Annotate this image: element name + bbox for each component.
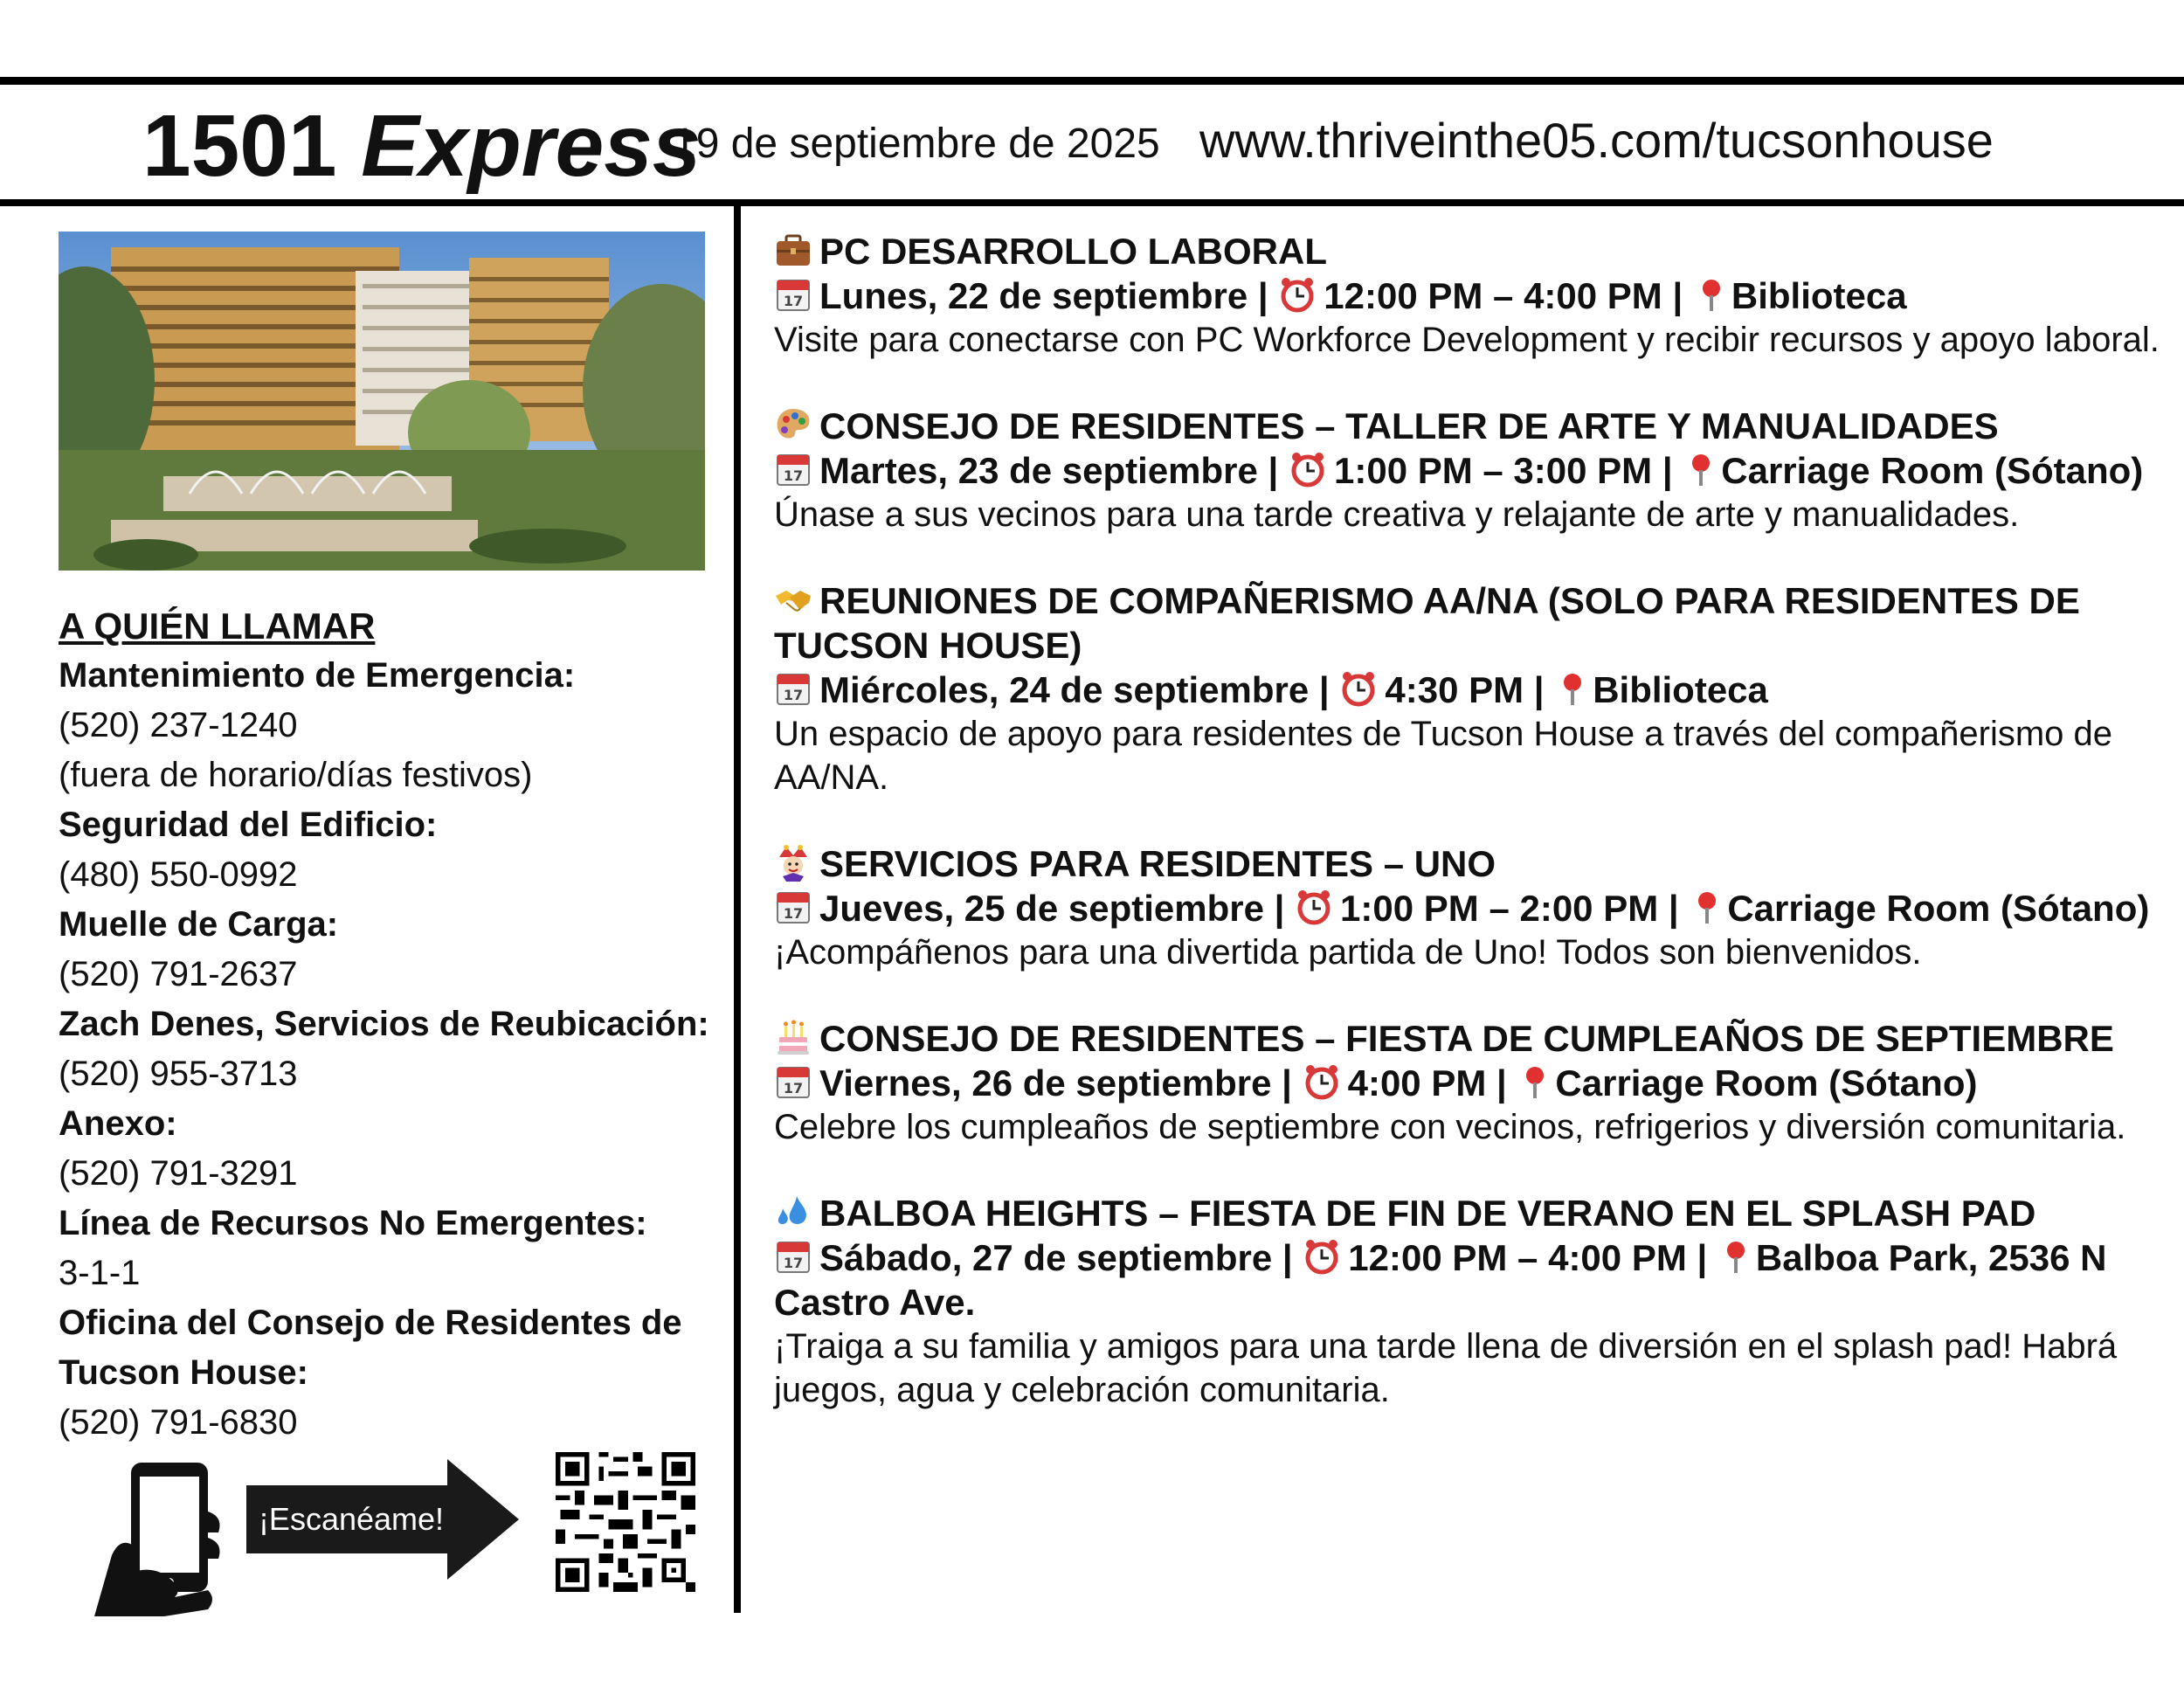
contact-phone[interactable]: (480) 550-0992 [59, 855, 298, 894]
alarm-clock-icon [1278, 275, 1317, 314]
event-time: 12:00 PM – 4:00 PM [1324, 275, 1662, 316]
website-url[interactable]: www.thriveinthe05.com/tucsonhouse [1199, 113, 1994, 168]
contact-item [59, 1000, 722, 1099]
event-time: 1:00 PM – 3:00 PM [1333, 450, 1653, 491]
contact-label: Zach Denes, Servicios de Reubicación: [59, 1005, 709, 1043]
event-time: 12:00 PM – 4:00 PM [1348, 1237, 1687, 1278]
event-meta: 17 Viernes, 26 de septiembre | 4:00 PM | Carriage Room (Sótano) [774, 1061, 2163, 1105]
event-place: Balboa Park, 2536 N Castro Ave. [774, 1237, 2107, 1323]
pin-icon [1690, 890, 1724, 925]
title-word: Express [361, 97, 702, 195]
contact-note: (fuera de horario/días festivos) [59, 756, 533, 794]
contact-phone[interactable]: (520) 791-6830 [59, 1403, 298, 1442]
pin-icon [1719, 1240, 1752, 1275]
events-list [774, 229, 2163, 1454]
calendar-icon [774, 888, 812, 926]
contact-label: Mantenimiento de Emergencia: [59, 656, 576, 695]
svg-text:17: 17 [783, 1255, 804, 1271]
handshake-icon [774, 580, 812, 619]
contact-phone[interactable]: 3-1-1 [59, 1254, 141, 1292]
calendar-icon [774, 669, 812, 708]
contact-phone[interactable]: (520) 791-2637 [59, 955, 298, 993]
contact-item [59, 1199, 722, 1298]
event-title-row [774, 1016, 2163, 1061]
newsletter-title [142, 97, 702, 195]
event-place: Carriage Room (Sótano) [1727, 888, 2150, 929]
alarm-clock-icon [1303, 1062, 1341, 1101]
tucson-house-photo [59, 232, 705, 571]
contact-item [59, 1298, 722, 1448]
event-meta: 17 Miércoles, 24 de septiembre | 4:30 PM | Biblioteca [774, 668, 2163, 712]
event-place: Carriage Room (Sótano) [1555, 1062, 1978, 1103]
event-description: Celebre los cumpleaños de septiembre con vecinos, refrigerios y diversión comunitaria. [774, 1108, 2126, 1146]
alarm-clock-icon [1295, 888, 1333, 926]
event-time: 4:00 PM [1347, 1062, 1487, 1103]
event-title-row [774, 841, 2163, 886]
contact-label: Seguridad del Edificio: [59, 806, 438, 844]
hand-phone-icon [77, 1459, 225, 1616]
svg-text:17: 17 [783, 1080, 804, 1097]
event-day: Viernes, 26 de septiembre [819, 1062, 1272, 1103]
artist-palette-icon [774, 405, 812, 444]
event-description: Un espacio de apoyo para residentes de Tucson House a través del compañerismo de AA/NA. [774, 715, 2113, 797]
calendar-icon [774, 1062, 812, 1101]
joker-card-icon [774, 843, 812, 882]
scan-me-label: ¡Escanéame! [258, 1501, 445, 1537]
contact-item [59, 651, 722, 800]
contact-phone[interactable]: (520) 955-3713 [59, 1055, 298, 1093]
svg-text:17: 17 [783, 905, 804, 922]
top-rule [0, 77, 2184, 85]
event-item [774, 1016, 2163, 1149]
water-drops-icon [774, 1193, 812, 1231]
event-day: Sábado, 27 de septiembre [819, 1237, 1273, 1278]
contact-label: Oficina del Consejo de Residentes de Tucson House: [59, 1304, 682, 1392]
masthead [0, 85, 2184, 199]
svg-text:17: 17 [783, 687, 804, 703]
event-meta: 17 Sábado, 27 de septiembre | 12:00 PM – 4:00 PM | Balboa Park, 2536 N Castro Ave. [774, 1237, 2107, 1323]
briefcase-icon [774, 231, 812, 269]
event-day: Martes, 23 de septiembre [819, 450, 1258, 491]
event-day: Miércoles, 24 de septiembre [819, 669, 1310, 710]
alarm-clock-icon [1339, 669, 1378, 708]
contact-item [59, 1099, 722, 1199]
contact-label: Anexo: [59, 1104, 177, 1143]
pin-icon [1556, 672, 1589, 707]
event-title: SERVICIOS PARA RESIDENTES – UNO [819, 843, 1496, 884]
calendar-icon [774, 275, 812, 314]
event-meta: 17 Jueves, 25 de septiembre | 1:00 PM – 2:00 PM | Carriage Room (Sótano) [774, 886, 2163, 930]
event-place: Biblioteca [1731, 275, 1907, 316]
event-title-row [774, 578, 2163, 668]
event-title: CONSEJO DE RESIDENTES – TALLER DE ARTE Y MANUALIDADES [819, 405, 1999, 446]
column-divider [734, 206, 741, 1613]
title-number: 1501 [142, 97, 337, 195]
contact-item [59, 900, 722, 1000]
contact-label: Línea de Recursos No Emergentes: [59, 1204, 647, 1242]
qr-code-icon[interactable] [556, 1452, 695, 1592]
alarm-clock-icon [1303, 1237, 1341, 1276]
event-day: Lunes, 22 de septiembre [819, 275, 1248, 316]
contact-phone[interactable]: (520) 791-3291 [59, 1154, 298, 1193]
contact-item [59, 800, 722, 900]
event-item [774, 578, 2163, 799]
alarm-clock-icon [1289, 450, 1327, 488]
event-day: Jueves, 25 de septiembre [819, 888, 1264, 929]
event-meta: 17 Lunes, 22 de septiembre | 12:00 PM – 4:00 PM | Biblioteca [774, 273, 2163, 318]
pin-icon [1684, 453, 1717, 488]
svg-text:17: 17 [783, 293, 804, 309]
event-title-row [774, 229, 2163, 273]
event-description: Visite para conectarse con PC Workforce Development y recibir recursos y apoyo laboral. [774, 321, 2160, 359]
pin-icon [1695, 278, 1728, 313]
contacts-heading: A QUIÉN LLAMAR [59, 605, 376, 647]
svg-text:17: 17 [783, 467, 804, 484]
event-item [774, 1191, 2163, 1412]
event-title-row [774, 404, 2163, 448]
calendar-icon [774, 450, 812, 488]
birthday-cake-icon [774, 1018, 812, 1056]
pin-icon [1518, 1065, 1552, 1100]
calendar-icon [774, 1237, 812, 1276]
event-title-row [774, 1191, 2163, 1235]
event-title: BALBOA HEIGHTS – FIESTA DE FIN DE VERANO EN EL SPLASH PAD [819, 1193, 2036, 1234]
event-time: 4:30 PM [1385, 669, 1524, 710]
event-title: REUNIONES DE COMPAÑERISMO AA/NA (SOLO PARA RESIDENTES DE TUCSON HOUSE) [774, 580, 2080, 666]
event-description: Únase a sus vecinos para una tarde creativa y relajante de arte y manualidades. [774, 495, 2020, 534]
contacts-section [59, 601, 722, 1448]
contact-label: Muelle de Carga: [59, 905, 339, 944]
event-meta: 17 Martes, 23 de septiembre | 1:00 PM – 3:00 PM | Carriage Room (Sótano) [774, 448, 2163, 493]
event-item [774, 229, 2163, 362]
header-bottom-rule [0, 199, 2184, 206]
contact-phone[interactable]: (520) 237-1240 [59, 706, 298, 744]
event-item [774, 404, 2163, 536]
event-place: Biblioteca [1593, 669, 1768, 710]
event-item [774, 841, 2163, 974]
event-description: ¡Traiga a su familia y amigos para una tarde llena de diversión en el splash pad! Habrá juegos, agua y celebración comunitaria. [774, 1327, 2118, 1409]
event-place: Carriage Room (Sótano) [1721, 450, 2144, 491]
issue-date: 19 de septiembre de 2025 [673, 121, 1160, 167]
event-time: 1:00 PM – 2:00 PM [1340, 888, 1659, 929]
event-description: ¡Acompáñenos para una divertida partida de Uno! Todos son bienvenidos. [774, 933, 1922, 972]
event-title: CONSEJO DE RESIDENTES – FIESTA DE CUMPLEAÑOS DE SEPTIEMBRE [819, 1018, 2114, 1059]
event-title: PC DESARROLLO LABORAL [819, 231, 1327, 272]
